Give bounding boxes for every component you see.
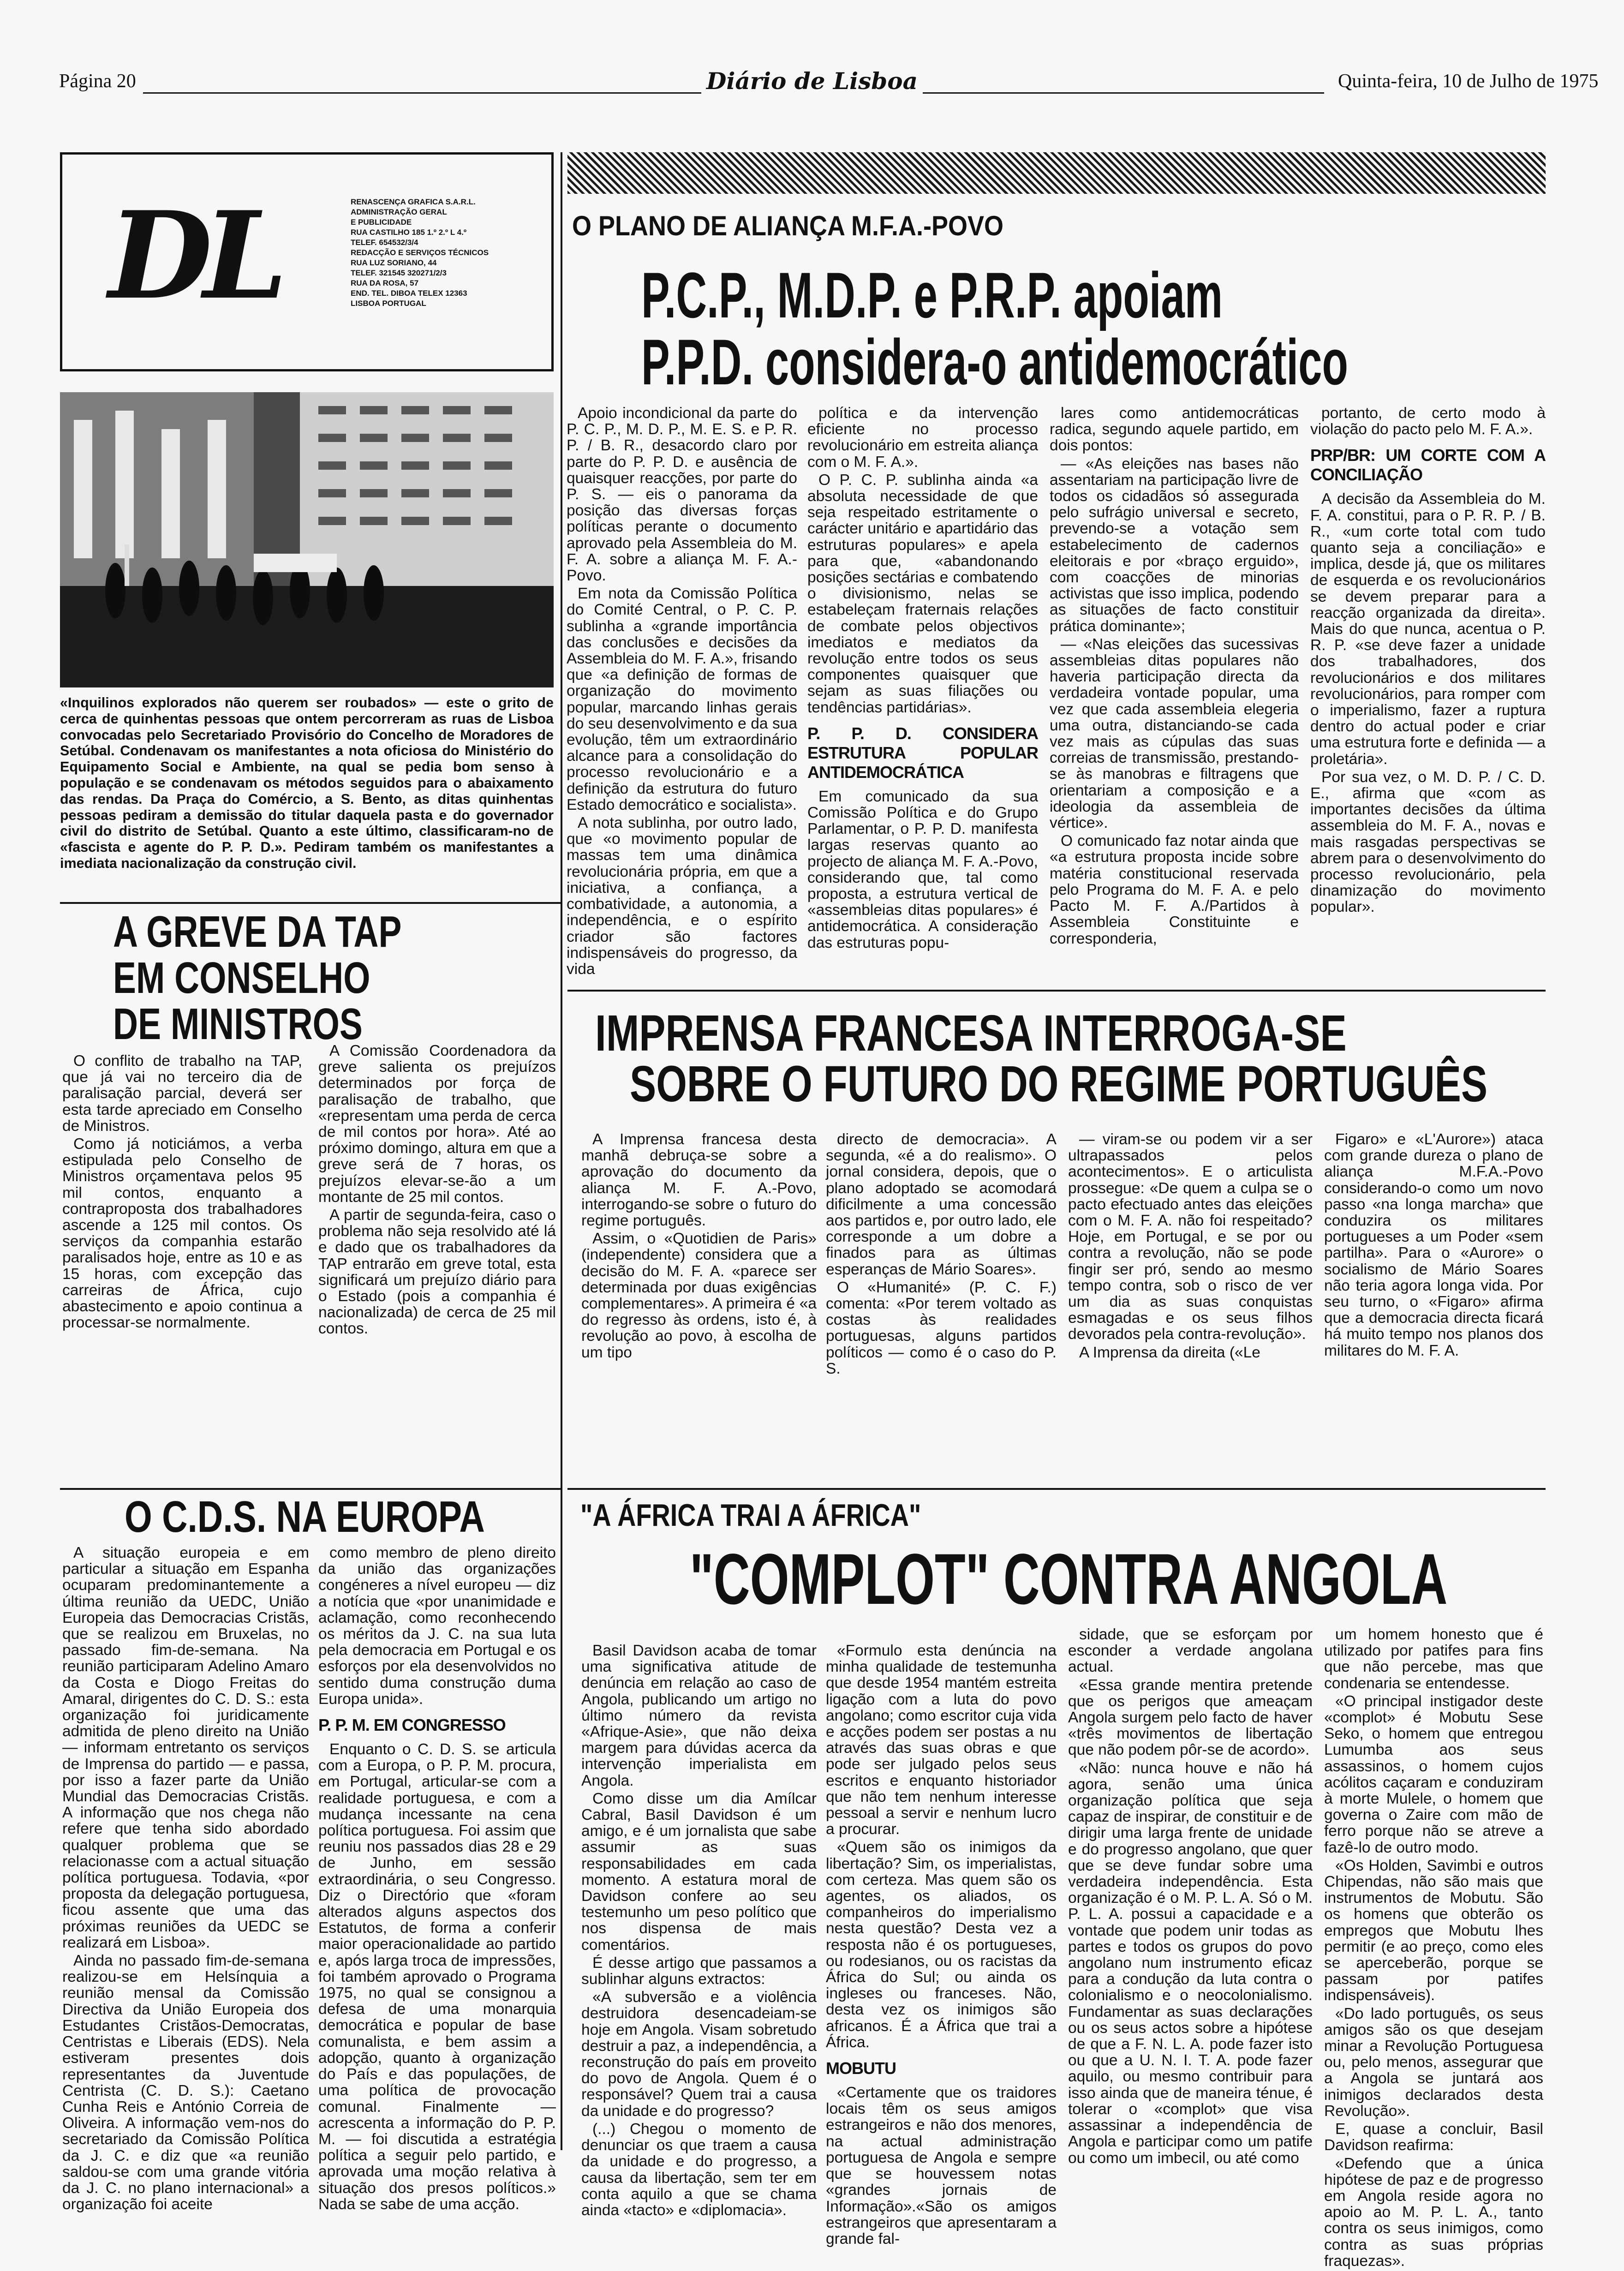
paragraph: A partir de segunda-feira, caso o problema não seja resolvido até lá e dado que os trabalhadores da TAP entrarão em greve total, esta significará um prejuízo diário para o Estado (pois a companhia é nacionalizada) de cerca de 25 mil contos.: [318, 1207, 556, 1338]
paragraph: A nota sublinha, por outro lado, que «o movimento popular de massas tem uma dinâmica revolucionária própria, em que a iniciativa, a confiança, a combatividade, a autonomia, a independência, e o espírito criador são factores indispensáveis do progresso, da vida: [567, 814, 797, 978]
paragraph: sidade, que se esforçam por esconder a verdade angolana actual.: [1068, 1626, 1313, 1676]
info-line: RENASCENÇA GRAFICA S.A.R.L.: [351, 197, 476, 206]
paragraph: «Quem são os inimigos da libertação? Sim, os imperialistas, com certeza. Mas quem são os agentes, os aliados, os companheiros do imperialismo nesta questão? Desta vez a resposta não é os portugueses, ou rodesianos, ou os racistas da África do Sul; ou ainda os ingleses ou franceses. Não, desta vez os inimigos são africanos. É a África que trai a África.: [826, 1839, 1057, 2051]
article-column: [1068, 1131, 1313, 1363]
article-headline: A GREVE DA TAP: [113, 907, 402, 956]
paragraph: Em comunicado da sua Comissão Política e do Grupo Parlamentar, o P. P. D. manifesta largas reservas quanto ao projecto de aliança M. F. A.-Povo, considerando que, tal como proposta, a estrutura vertical de «assembleias ditas populares» é antidemocrática. A consideração das estruturas popu-: [807, 788, 1038, 951]
info-line: ADMINISTRAÇÃO GERAL: [351, 208, 447, 216]
paragraph: O conflito de trabalho na TAP, que já vai no terceiro dia de paralisação parcial, deverá ser esta tarde apreciado em Conselho de Ministros.: [62, 1052, 302, 1135]
paragraph: lares como antidemocráticas radica, segundo aquele partido, em dois pontos:: [1050, 405, 1299, 454]
paragraph: «Essa grande mentira pretende que os perigos que ameaçam Angola surgem pelo facto de haver «três movimentos de libertação que não podem pôr-se de acordo».: [1068, 1676, 1313, 1759]
article-headline: SOBRE O FUTURO DO REGIME PORTUGUÊS: [630, 1056, 1488, 1112]
photo-illustration: [60, 392, 554, 687]
article-column: [567, 405, 797, 979]
article-column: [1068, 1626, 1313, 2168]
info-line: RUA CASTILHO 185 1.º 2.º L 4.º: [351, 228, 467, 237]
section-rule: [60, 902, 561, 904]
article-column: [62, 1545, 309, 2214]
paragraph: E, quase a concluir, Basil Davidson reafirma:: [1324, 2121, 1543, 2154]
news-photo: [60, 392, 554, 687]
paragraph: — viram-se ou podem vir a ser ultrapassados pelos acontecimentos». E o articulista prossegue: «De quem a culpa se o pacto efectuado antes das eleições com o M. F. A. não foi respeitado? Hoje, em Portugal, e se por ou contra a revolução, não se pode fingir ser pró, sendo ao mesmo tempo contra, sob o risco de ver um dia as suas conquistas esmagadas e os seus filhos devorados pela contra-revolução».: [1068, 1131, 1313, 1343]
paragraph: Por sua vez, o M. D. P. / C. D. E., afirma que «com as importantes decisões da última assembleia do M. F. A., novas e mais rasgadas perspectivas se abrem para o desenvolvimento do processo revolucionário, pela dinamização do movimento popular».: [1310, 768, 1546, 916]
article-headline: DE MINISTROS: [113, 999, 363, 1049]
paragraph: directo de democracia». A segunda, «é a do realismo». O jornal considera, depois, que o plano adoptado se acomodará dificilmente a uma concessão aos partidos e, por outro lado, ele corresponde a um dobre a finados para as últimas esperanças de Mário Soares».: [826, 1131, 1057, 1278]
article-column: [826, 1643, 1057, 2249]
article-column: [581, 1643, 817, 2220]
masthead-box: [60, 152, 554, 371]
paragraph: «Defendo que a única hipótese de paz e de progresso em Angola reside agora no apoio ao M. P. L. A., tanto contra os seus inimigos, como contra as suas próprias fraquezas».: [1324, 2155, 1543, 2270]
subheading: PRP/BR: UM CORTE COM A CONCILIAÇÃO: [1310, 446, 1546, 484]
paragraph: «O principal instigador deste «complot» é Mobutu Sese Seko, o homem que entregou Lumumba aos seus assassinos, o homem cujos acólitos caçaram e conduziram à morte Mulele, o homem que governa o Zaire com mão de ferro porque não se atreve a fazê-lo de outro modo.: [1324, 1692, 1543, 1856]
subheading: P. P. M. EM CONGRESSO: [318, 1715, 506, 1735]
paragraph: Assim, o «Quotidien de Paris» (independente) considera que a decisão do M. F. A. «parece ser determinada por duas exigências complementares». A primeira é «a do regresso às ordens, isto é, à revolução ao povo, à escolha de um tipo: [581, 1230, 817, 1361]
info-line: TELEF. 321545 320271/2/3: [351, 269, 447, 277]
page-number: Página 20: [59, 71, 136, 92]
paragraph: A Imprensa francesa desta manhã debruça-se sobre a aprovação do documento da aliança M. F. A.-Povo, interrogando-se sobre o futuro do regime português.: [581, 1131, 817, 1230]
section-rule: [567, 990, 1546, 992]
subheading: P. P. D. CONSIDERA ESTRUTURA POPULAR ANTIDEMOCRÁTICA: [807, 723, 1038, 782]
paragraph: O P. C. P. sublinha ainda «a absoluta necessidade de que seja respeitado estritamente o carácter unitário e apartidário das estruturas populares» e apela para que, «abandonando posições sectárias e combatendo o divisionismo, nelas se estabeleçam fraternais relações de combate pelos objectivos imediatos e mediatos da revolução entre todos os seus componentes quaisquer que sejam as suas filiações ou tendências partidárias».: [807, 471, 1038, 716]
article-column: [581, 1131, 817, 1363]
newspaper-name: Diário de Lisboa: [706, 67, 918, 95]
paragraph: É desse artigo que passamos a sublinhar alguns extractos:: [581, 1954, 817, 1988]
paragraph: O «Humanité» (P. C. F.) comenta: «Por terem voltado as costas às realidades portuguesas, alguns partidos políticos — como é o caso do P. S.: [826, 1279, 1057, 1377]
paragraph: — «Nas eleições das sucessivas assembleias ditas populares não haveria participação directa da verdadeira vontade popular, uma vez que cada assembleia elegeria uma outra, distanciando-se cada vez mais as cúpulas das suas correias de transmissão, prestando-se às manobras e filtragens que orientariam a composição e a ideologia da assembleia de vértice».: [1050, 635, 1299, 832]
article-kicker: "A ÁFRICA TRAI A ÁFRICA": [580, 1498, 921, 1533]
paragraph: A Imprensa da direita («Le: [1079, 1344, 1260, 1361]
paragraph: Apoio incondicional da parte do P. C. P., M. D. P., M. E. S. e P. R. P. / B. R., desacordo claro por parte do P. P. D. e ausência de quaisquer reacções, por parte do P. S. — eis o panorama da posição das diversas forças políticas perante o documento aprovado pela Assembleia do M. F. A. sobre a aliança M. F. A.-Povo.: [567, 405, 797, 585]
paragraph: Em nota da Comissão Política do Comité Central, o P. C. P. sublinha a «grande importância das conclusões e decisões da Assembleia do M. F. A.», frisando que «a definição de formas de organização do movimento popular, marcando linhas gerais do seu desenvolvimento e da sua evolução, têm um extraordinário alcance para a consolidação do processo revolucionário e a definição da estrutura do futuro Estado democrático e socialista».: [567, 585, 797, 813]
paragraph: Ainda no passado fim-de-semana realizou-se em Helsínquia a reunião mensal da Comissão Directiva da União Europeia dos Estudantes Cristãos-Democratas, Centristas e Liberais (EDS). Nela estiveram presentes dois representantes da Juventude Centrista (C. D. S.): Caetano Cunha Reis e António Correia de Oliveira. A informação vem-nos do secretariado da Comissão Política da J. C. e diz que «a reunião saldou-se com uma grande vitória da J. C. no plano internacional» a organização foi aceite: [62, 1952, 309, 2213]
section-rule: [60, 1488, 561, 1490]
info-line: TELEF. 654532/3/4: [351, 238, 418, 247]
masthead-info: [351, 197, 544, 309]
article-headline: EM CONSELHO: [113, 953, 370, 1003]
paragraph: A Comissão Coordenadora da greve salienta os prejuízos determinados por força de paralisação de trabalho, que «representam uma perda de cerca de mil contos por hora». Até ao próximo domingo, altura em que a greve será de 7 horas, os prejuízos elevar-se-ão a um montante de 25 mil contos.: [318, 1042, 556, 1206]
paragraph: «Os Holden, Savimbi e outros Chipendas, não são mais que instrumentos de Mobutu. São os homens que obterão os empregos que Mobutu lhes permitir (e ao preço, como eles se aperceberão, porque se passam por patifes indispensáveis).: [1324, 1857, 1543, 2004]
header-rule-right: [923, 92, 1324, 94]
header-rule-left: [143, 92, 701, 94]
paragraph: (...) Chegou o momento de denunciar os que traem a causa da unidade e do progresso, a causa da libertação, sem ter em conta aquilo a que se chama ainda «tacto» e «diplomacia».: [581, 2120, 817, 2219]
article-headline: P.P.D. considera-o antidemocrático: [641, 326, 1348, 398]
paragraph: portanto, de certo modo à violação do pacto pelo M. F. A.».: [1310, 405, 1546, 438]
paragraph: Como disse um dia Amílcar Cabral, Basil Davidson é um amigo, e é um jornalista que sabe assumir as suas responsabilidades em cada momento. A estatura moral de Davidson confere ao seu testemunho um peso político que nos dispensa de mais comentários.: [581, 1790, 817, 1954]
photo-caption: «Inquilinos explorados não querem ser roubados» — este o grito de cerca de quinhentas pessoas que ontem percorreram as ruas de Lisboa convocadas pelo Secretariado Provisório do Concelho de Moradores de Setúbal. Condenavam os manifestantes a nota oficiosa do Ministério do Equipamento Social e Ambiente, na qual se pedia bom senso à população e se condenavam os métodos seguidos para o abaixamento das rendas. Da Praça do Comércio, a S. Bento, as ditas quinhentas pessoas pediram a demissão do titular daquela pasta e do governador civil do distrito de Setúbal. Quanto a este último, classificaram-no de «fascista e agente do P. P. D.». Pediram também os manifestantes a imediata nacionalização da construção civil.: [60, 695, 554, 871]
paragraph: como membro de pleno direito da união das organizações congéneres a nível europeu — diz a notícia que «por unanimidade e aclamação, como reconhecendo os méritos da J. C. na sua luta pela democracia em Portugal e os esforços por ela desenvolvidos no sentido duma construção duma Europa unida».: [318, 1544, 556, 1708]
section-rule: [567, 1488, 1546, 1490]
article-column: [62, 1053, 302, 1333]
info-line: E PUBLICIDADE: [351, 218, 412, 227]
paragraph: «Formulo esta denúncia na minha qualidade de testemunha que desde 1954 mantém estreita ligação com a luta do povo angolano; como escritor cuja vida e acções podem ser postas a nu através das suas obras e que pode ser julgado pelos seus escritos e enquanto historiador que não tem nenhum interesse pessoal a servir e nenhum lucro a procurar.: [826, 1642, 1057, 1838]
section-banner: [567, 152, 1546, 194]
paragraph: — «As eleições nas bases não assentariam na participação livre de todos os cidadãos só assegurada pelo sufrágio universal e secreto, prevendo-se a votação sem estabelecimento de cadernos eleitorais e por «braço erguido», com coacções de minorias activistas que isso implica, podendo as situações de facto constituir prática dominante»;: [1050, 455, 1299, 635]
paragraph: Figaro» e «L'Aurore») ataca com grande dureza o plano de aliança M.F.A.-Povo considerando-o como um novo passo «na longa marcha» que conduzira os militares portugueses a um Poder «sem partilha». Para o «Aurore» o socialismo de Mário Soares não teria agora longa vida. Por seu turno, o «Figaro» afirma que a democracia directa ficará há muito tempo nos planos dos militares do M. F. A.: [1324, 1131, 1543, 1359]
paragraph: Basil Davidson acaba de tomar uma significativa atitude de denúncia em relação ao caso de Angola, publicando um artigo no último número da revista «Afrique-Asie», que não deixa margem para dúvidas acerca da intervenção imperialista em Angola.: [581, 1642, 817, 1789]
dl-logo: DL: [108, 185, 279, 326]
paragraph: Enquanto o C. D. S. se articula com a Europa, o P. P. M. procura, em Portugal, articular-se com a realidade portuguesa, e com a mudança incessante na cena política portuguesa. Foi assim que reuniu nos passados dias 28 e 29 de Junho, em sessão extraordinária, o seu Congresso. Diz o Directório que «foram alterados alguns aspectos dos Estatutos, de forma a conferir maior operacionalidade ao partido e, após larga troca de impressões, foi também aprovado o Programa 1975, no qual se consignou a defesa de uma monarquia democrática e popular de base comunalista, e bem assim a adopção, quanto à organização do País e das populações, de uma política de provocação comunal. Finalmente — acrescenta a informação do P. P. M. — foi discutida a estratégia política a seguir pelo partido, e aprovada uma moção relativa à situação dos presos políticos.» Nada se sabe de uma acção.: [318, 1741, 556, 2213]
paragraph: «A subversão e a violência destruidora desencadeiam-se hoje em Angola. Visam sobretudo destruir a paz, a independência, a reconstrução do país em proveito do povo de Angola. Quem é o responsável? Quem trai a causa da unidade e do progresso?: [581, 1989, 817, 2120]
article-column: [318, 1545, 556, 2214]
paragraph: um homem honesto que é utilizado por patifes para fins que não percebe, mas que condenaria se entendesse.: [1324, 1626, 1543, 1692]
info-line: END. TEL. DIBOA TELEX 12363: [351, 289, 467, 298]
article-column: [1324, 1626, 1543, 2271]
info-line: LISBOA PORTUGAL: [351, 299, 426, 308]
article-column: [1310, 405, 1546, 917]
issue-date: Quinta-feira, 10 de Julho de 1975: [1338, 71, 1599, 92]
article-headline: "COMPLOT" CONTRA ANGOLA: [690, 1539, 1448, 1620]
info-line: RUA DA ROSA, 57: [351, 279, 419, 287]
article-headline: P.C.P., M.D.P. e P.R.P. apoiam: [641, 259, 1223, 331]
article-headline: O C.D.S. NA EUROPA: [125, 1492, 485, 1542]
paragraph: A decisão da Assembleia do M. F. A. constitui, para o P. R. P. / B. R., «um corte total com tudo quanto seja a conciliação» e implica, desde já, que os militares de esquerda e os revolucionários se devem preparar para a reacção organizada da direita». Mais do que nunca, acentua o P. R. P. «se deve fazer a unidade dos trabalhadores, dos revolucionários e dos militares revolucionários, para romper com o imperialismo, fazer a ruptura dentro do actual poder e criar uma estrutura forte e definida — a proletária».: [1310, 490, 1546, 768]
paragraph: A situação europeia e em particular a situação em Espanha ocuparam predominantemente a última reunião da UEDC, União Europeia das Democracias Cristãs, que se realizou em Bruxelas, no passado fim-de-semana. Na reunião participaram Adelino Amaro da Costa e Diogo Freitas do Amaral, dirigentes do C. D. S.: esta organização foi juridicamente admitida de pleno direito na União — informam entretanto os serviços de Imprensa do partido — e passa, por isso a fazer parte da União Mundial das Democracias Cristãs. A informação que nos chega não refere que tenha sido abordado qualquer problema que se relacionasse com a actual situação política portuguesa. Todavia, «por proposta da delegação portuguesa, ficou assente que uma das próximas reuniões da UEDC se realizará em Lisboa».: [62, 1544, 309, 1951]
article-column: [807, 405, 1038, 953]
info-line: RUA LUZ SORIANO, 44: [351, 258, 437, 267]
paragraph: «Do lado português, os seus amigos são os que desejam minar a Revolução Portuguesa ou, pelo menos, assegurar que a Angola se juntará aos inimigos declarados desta Revolução».: [1324, 2005, 1543, 2120]
article-column: [1324, 1131, 1543, 1361]
article-column: [826, 1131, 1057, 1379]
article-headline: IMPRENSA FRANCESA INTERROGA-SE: [595, 1005, 1347, 1062]
article-column: [1050, 405, 1299, 949]
paragraph: Como já noticiámos, a verba estipulada pelo Conselho de Ministros orçamentava pelos 95 mil contos, enquanto a contraproposta dos trabalhadores ascende a 125 mil contos. Os serviços da companhia estarão paralisados hoje, entre as 10 e as 15 horas, com excepção das carreiras de África, cujo abastecimento e apoio continua a processar-se normalmente.: [62, 1136, 302, 1332]
article-column: [318, 1043, 556, 1339]
paragraph: O comunicado faz notar ainda que «a estrutura proposta incide sobre matéria constitucional reservada pelo Programa do M. F. A. e pelo Pacto M. F. A./Partidos à Assembleia Constituinte e corresponderia,: [1050, 832, 1299, 947]
column-divider: [561, 152, 562, 2150]
paragraph: «Não: nunca houve e não há agora, senão uma única organização política que seja capaz de inspirar, de constituir e de dirigir uma larga frente de unidade e do progresso angolano, que quer que se deve fundar sobre uma verdadeira independência. Esta organização é o M. P. L. A. Só o M. P. L. A. possui a capacidade e a vontade que podem unir todas as partes e todos os grupos do povo angolano num instrumento eficaz para a condução da luta contra o colonialismo e o neocolonialismo. Fundamentar as suas declarações ou os seus actos sobre a hipótese de que a F. N. L. A. pode fazer isto ou que a U. N. I. T. A. pode fazer aquilo, ou mesmo contribuir para isso ainda que de maneira ténue, é tolerar o «complot» que visa assassinar a independência de Angola e participar como um patife ou como um imbecil, ou até como: [1068, 1759, 1313, 2167]
paragraph: política e da intervenção eficiente no processo revolucionário em estreita aliança com o M. F. A.».: [807, 405, 1038, 471]
subheading: MOBUTU: [826, 2059, 896, 2078]
paragraph: «Certamente que os traidores locais têm os seus amigos estrangeiros e não dos menores, na actual administração portuguesa de Angola e sempre que se houvessem notas «grandes jornais de Informação».«São os amigos estrangeiros que apresentaram a grande fal-: [826, 2084, 1057, 2247]
article-kicker: O PLANO DE ALIANÇA M.F.A.-POVO: [572, 210, 1004, 241]
info-line: REDACÇÃO E SERVIÇOS TÉCNICOS: [351, 248, 489, 257]
